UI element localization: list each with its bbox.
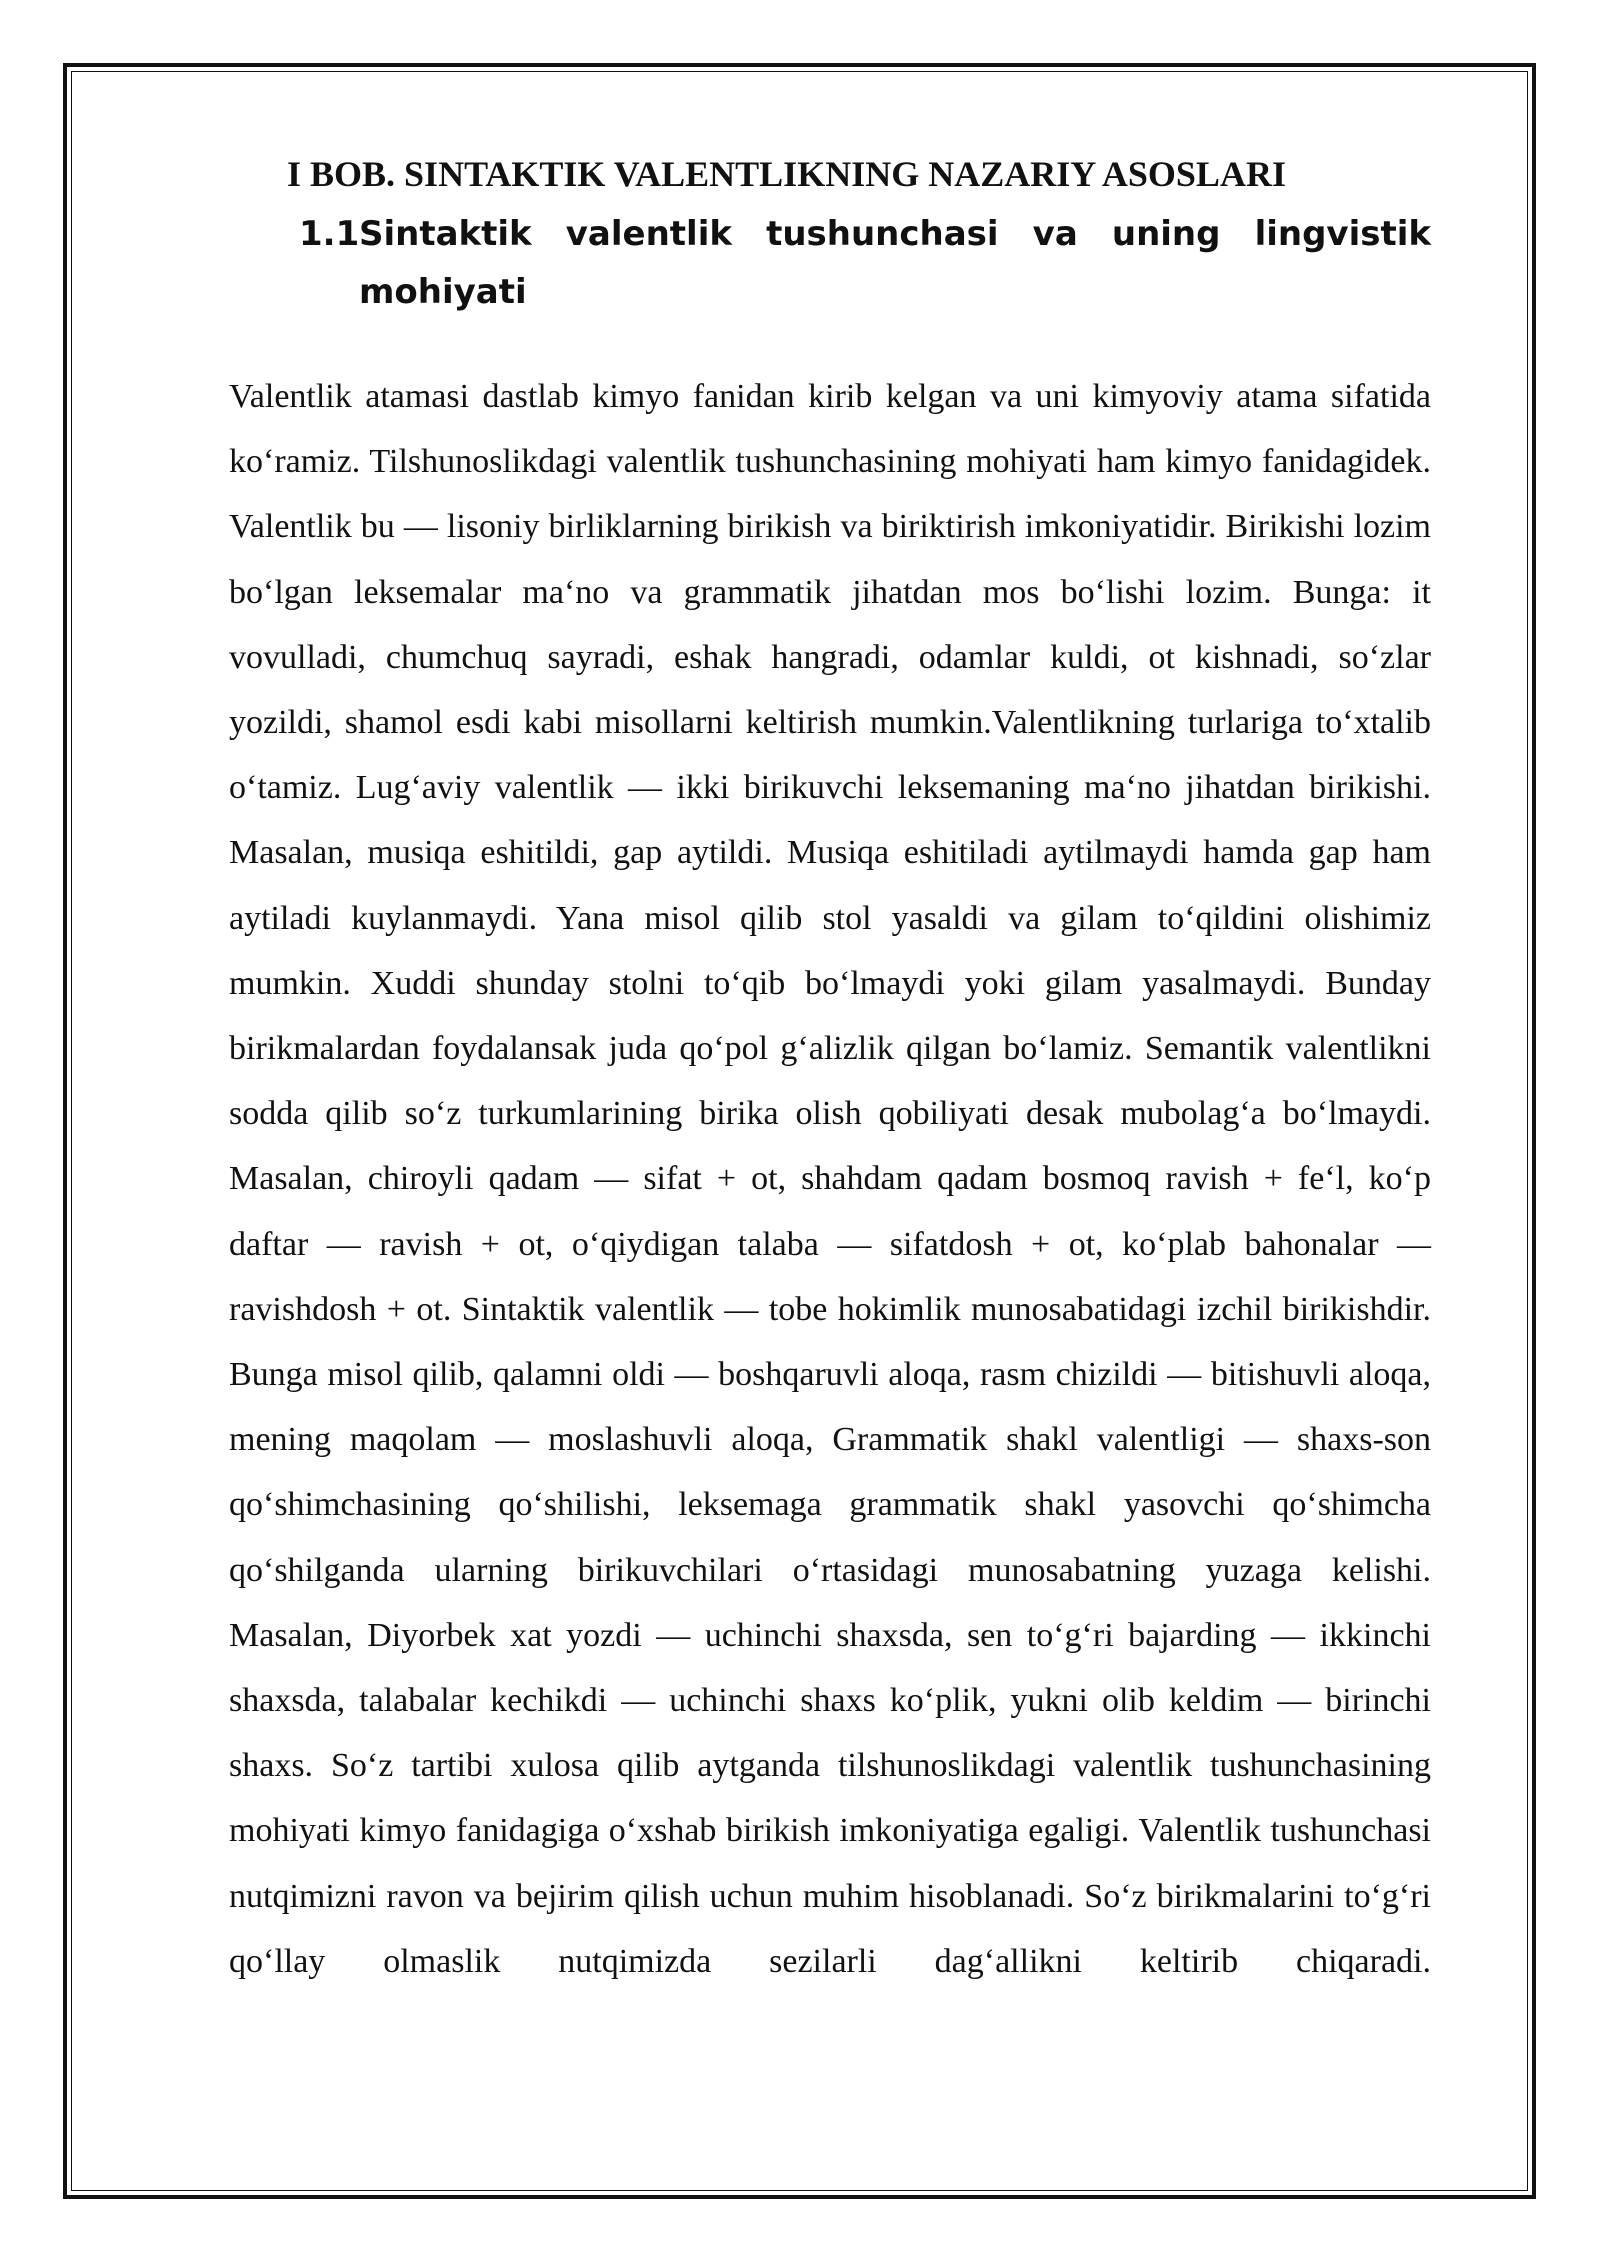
section-title: Sintaktik valentlik tushunchasi va uning lingvistik mohiyati [359, 214, 1431, 312]
section-heading [299, 205, 1431, 321]
section-number: 1.1 [299, 214, 360, 254]
body-paragraph: Valentlik atamasi dastlab kimyo fanidan kirib kelgan va uni kimyoviy atama sifatida ko‘ramiz. Tilshunoslikdagi valentlik tushunchasining mohiyati ham kimyo fanidagidek. Valentlik bu — lisoniy birliklarning birikish va biriktirish imkoniyatidir. Birikishi lozim bo‘lgan leksemalar ma‘no va grammatik jihatdan mos bo‘lishi lozim. Bunga: it vovulladi, chumchuq sayradi, eshak hangradi, odamlar kuldi, ot kishnadi, so‘zlar yozildi, shamol esdi kabi misollarni keltirish mumkin.Valentlikning turlariga to‘xtalib o‘tamiz. Lug‘aviy valentlik — ikki birikuvchi leksemaning ma‘no jihatdan birikishi. Masalan, musiqa eshitildi, gap aytildi. Musiqa eshitiladi aytilmaydi hamda gap ham aytiladi kuylanmaydi. Yana misol qilib stol yasaldi va gilam to‘qildini olishimiz mumkin. Xuddi shunday stolni to‘qib bo‘lmaydi yoki gilam yasalmaydi. Bunday birikmalardan foydalansak juda qo‘pol g‘alizlik qilgan bo‘lamiz. Semantik valentlikni sodda qilib so‘z turkumlarining birika olish qobiliyati desak mubolag‘a bo‘lmaydi. Masalan, chiroyli qadam — sifat + ot, shahdam qadam bosmoq ravish + fe‘l, ko‘p daftar — ravish + ot, o‘qiydigan talaba — sifatdosh + ot, ko‘plab bahonalar — ravishdosh + ot. Sintaktik valentlik — tobe hokimlik munosabatidagi izchil birikishdir. Bunga misol qilib, qalamni oldi — boshqaruvli aloqa, rasm chizildi — bitishuvli aloqa, mening maqolam — moslashuvli aloqa, Grammatik shakl valentligi — shaxs-son qo‘shimchasining qo‘shilishi, leksemaga grammatik shakl yasovchi qo‘shimcha qo‘shilganda ularning birikuvchilari o‘rtasidagi munosabatning yuzaga kelishi. Masalan, Diyorbek xat yozdi — uchinchi shaxsda, sen to‘g‘ri bajarding — ikkinchi shaxsda, talabalar kechikdi — uchinchi shaxs ko‘plik, yukni olib keldim — birinchi shaxs. So‘z tartibi xulosa qilib aytganda tilshunoslikdagi valentlik tushunchasining mohiyati kimyo fanidagiga o‘xshab birikish imkoniyatiga egaligi. Valentlik tushunchasi nutqimizni ravon va bejirim qilish uchun muhim hisoblanadi. So‘z birikmalarini to‘g‘ri qo‘llay olmaslik nutqimizda sezilarli dag‘allikni keltirib chiqaradi. [229, 378, 1431, 1980]
chapter-title: I BOB. SINTAKTIK VALENTLIKNING NAZARIY ASOSLARI [287, 154, 1286, 194]
